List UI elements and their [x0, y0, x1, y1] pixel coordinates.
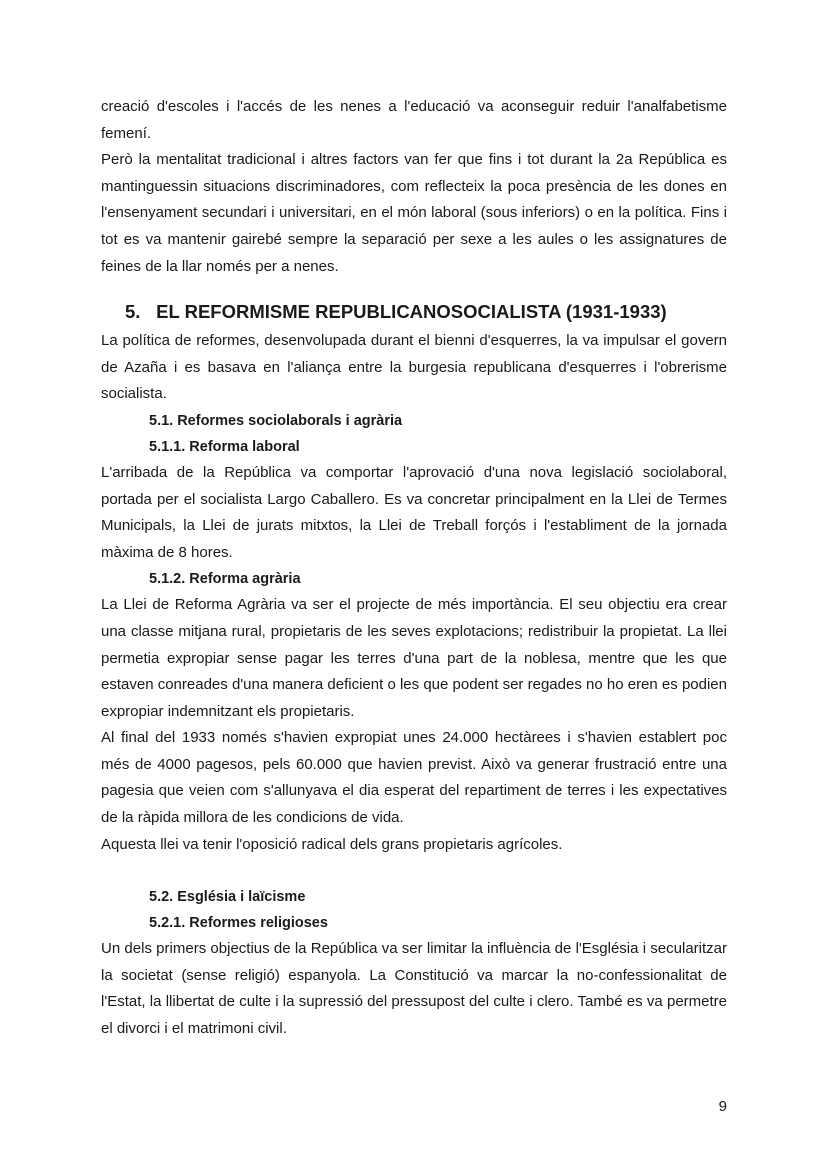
- section-5-number: 5.: [125, 301, 141, 323]
- section-5-intro: La política de reformes, desenvolupada durant el bienni d'esquerres, la va impulsar el govern de Azaña i es basava en l'aliança entre la burgesia republicana d'esquerres i l'obrerisme socialista.: [101, 332, 727, 403]
- section-5-2-1-heading: 5.2.1. Reformes religioses: [149, 915, 328, 932]
- section-5-1-2-text-2: Al final del 1933 només s'havien expropiat unes 24.000 hectàrees i s'havien establert poc més de 4000 pagesos, pels 60.000 que havien previst. Això va generar frustració entre una pagesia que veien com s'allunyava el dia esperat del repartiment de terres i les expectatives de la ràpida millora de les condicions de vida.: [101, 729, 727, 827]
- section-5-1-1-text: L'arribada de la República va comportar l'aprovació d'una nova legislació sociolaboral, portada per el socialista Largo Caballero. Es va concretar principalment en la Llei de Termes Municipals, la Llei de jurats mitxtos, la Llei de Treball forçós i l'establiment de la jornada màxima de 8 hores.: [101, 463, 727, 561]
- section-5-heading: [101, 296, 727, 328]
- section-5-1-heading: 5.1. Reformes sociolaborals i agrària: [149, 412, 403, 429]
- section-5-1-2-heading: 5.1.2. Reforma agrària: [149, 571, 301, 588]
- section-5-2-heading: 5.2. Església i laïcisme: [149, 889, 306, 906]
- section-5-2-1-text: Un dels primers objectius de la República va ser limitar la influència de l'Església i secularitzar la societat (sense religió) espanyola. La Constitució va marcar la no-confessionalitat de l'Estat, la llibertat de culte i la supressió del pressupost del culte i clero. També es va permetre el divorci i el matrimoni civil.: [101, 940, 727, 1038]
- spacer: [101, 858, 727, 884]
- section-5-1-2-text-1: La Llei de Reforma Agrària va ser el projecte de més importància. El seu objectiu era crear una classe mitjana rural, propietaris de les seves explotacions; redistribuir la propietat. La llei permetia expropiar sense pagar les terres d'una part de la noblesa, mentre que les que estaven conreades d'una manera deficient o les que podent ser regades no ho eren es podien expropiar indemnitzant els propietaris.: [101, 596, 727, 720]
- document-page: [101, 94, 727, 1043]
- paragraph-discrimination: Però la mentalitat tradicional i altres factors van fer que fins i tot durant la 2a República es mantinguessin situacions discriminadores, com reflecteix la poca presència de les dones en l'ensenyament secundari i universitari, en el món laboral (sous inferiors) o en la política. Fins i tot es va mantenir gairebé sempre la separació per sexe a les aules o les assignatures de feines de la llar només per a nenes.: [101, 151, 727, 275]
- section-5-1-1-heading: 5.1.1. Reforma laboral: [149, 438, 300, 455]
- paragraph-women-education: creació d'escoles i l'accés de les nenes a l'educació va aconseguir reduir l'analfabetisme femení.: [101, 98, 727, 142]
- section-5-1-2-text-3: Aquesta llei va tenir l'oposició radical dels grans propietaris agrícoles.: [101, 835, 563, 853]
- section-5-title: EL REFORMISME REPUBLICANOSOCIALISTA (1931-1933): [156, 301, 667, 323]
- page-number: 9: [718, 1098, 727, 1115]
